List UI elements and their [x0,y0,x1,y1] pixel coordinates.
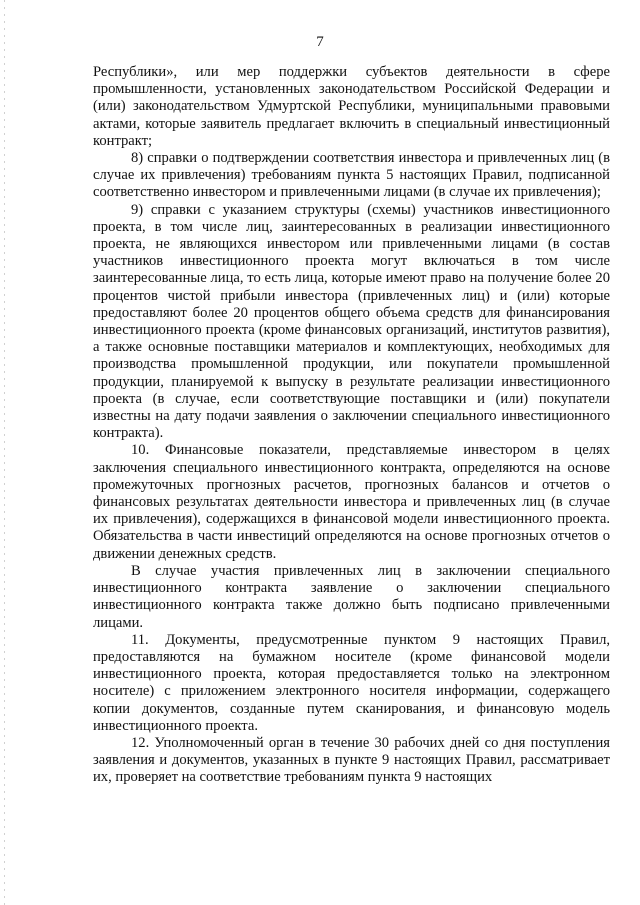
scan-edge-mark [4,0,5,905]
paragraph-item-9: 9) справки с указанием структуры (схемы) участников инвестиционного проекта, в том числе лиц, заинтересованных в реализации инвестиционного проекта, не являющихся инвестором или привлеченными лицами (в состав участников инвестиционного проекта могут включаться в том числе заинтересованные лица, то есть лица, которые имеют право на получение более 20 процентов чистой прибыли инвестора (привлеченных лиц) и (или) которые предоставляют более 20 процентов общего объема средств для финансирования инвестиционного проекта (кроме финансовых организаций, институтов развития), а также основные поставщики материалов и комплектующих, необходимых для производства промышленной продукции, или покупатели промышленной продукции, планируемой к выпуску в результате реализации инвестиционного проекта (в случае, если соответствующие поставщики и (или) покупатели известны на дату подачи заявления о заключении специального инвестиционного контракта). [93,201,610,442]
paragraph-clause-11: 11. Документы, предусмотренные пунктом 9 настоящих Правил, предоставляются на бумажном носителе (кроме финансовой модели инвестиционного проекта, которая предоставляется только на электронном носителе) с приложением электронного носителя информации, содержащего копии документов, созданные путем сканирования, и финансовую модель инвестиционного проекта. [93,631,610,734]
paragraph-clause-10: 10. Финансовые показатели, представляемые инвестором в целях заключения специального инвестиционного контракта, определяются на основе промежуточных прогнозных расчетов, прогнозных балансов и отчетов о финансовых результатах деятельности инвестора и привлеченных лиц (в случае их привлечения), содержащихся в финансовой модели инвестиционного проекта. Обязательства в части инвестиций определяются на основе прогнозных отчетов о движении денежных средств. [93,442,610,562]
paragraph-attracted-persons: В случае участия привлеченных лиц в заключении специального инвестиционного контракта заявление о заключении специального инвестиционного контракта также должно быть подписано привлеченными лицами. [93,562,610,631]
document-body [93,64,610,787]
paragraph-item-8: 8) справки о подтверждении соответствия инвестора и привлеченных лиц (в случае их привлечения) требованиям пункта 5 настоящих Правил, подписанной соответственно инвестором и привлеченными лицами (в случае их привлечения); [93,150,610,201]
paragraph-continuation: Республики», или мер поддержки субъектов деятельности в сфере промышленности, установленных законодательством Российской Федерации и (или) законодательством Удмуртской Республики, муниципальными правовыми актами, которые заявитель предлагает включить в специальный инвестиционный контракт; [93,64,610,149]
paragraph-clause-12: 12. Уполномоченный орган в течение 30 рабочих дней со дня поступления заявления и документов, указанных в пункте 9 настоящих Правил, рассматривает их, проверяет на соответствие требованиям пункта 9 настоящих [93,734,610,786]
page-number: 7 [316,34,324,50]
